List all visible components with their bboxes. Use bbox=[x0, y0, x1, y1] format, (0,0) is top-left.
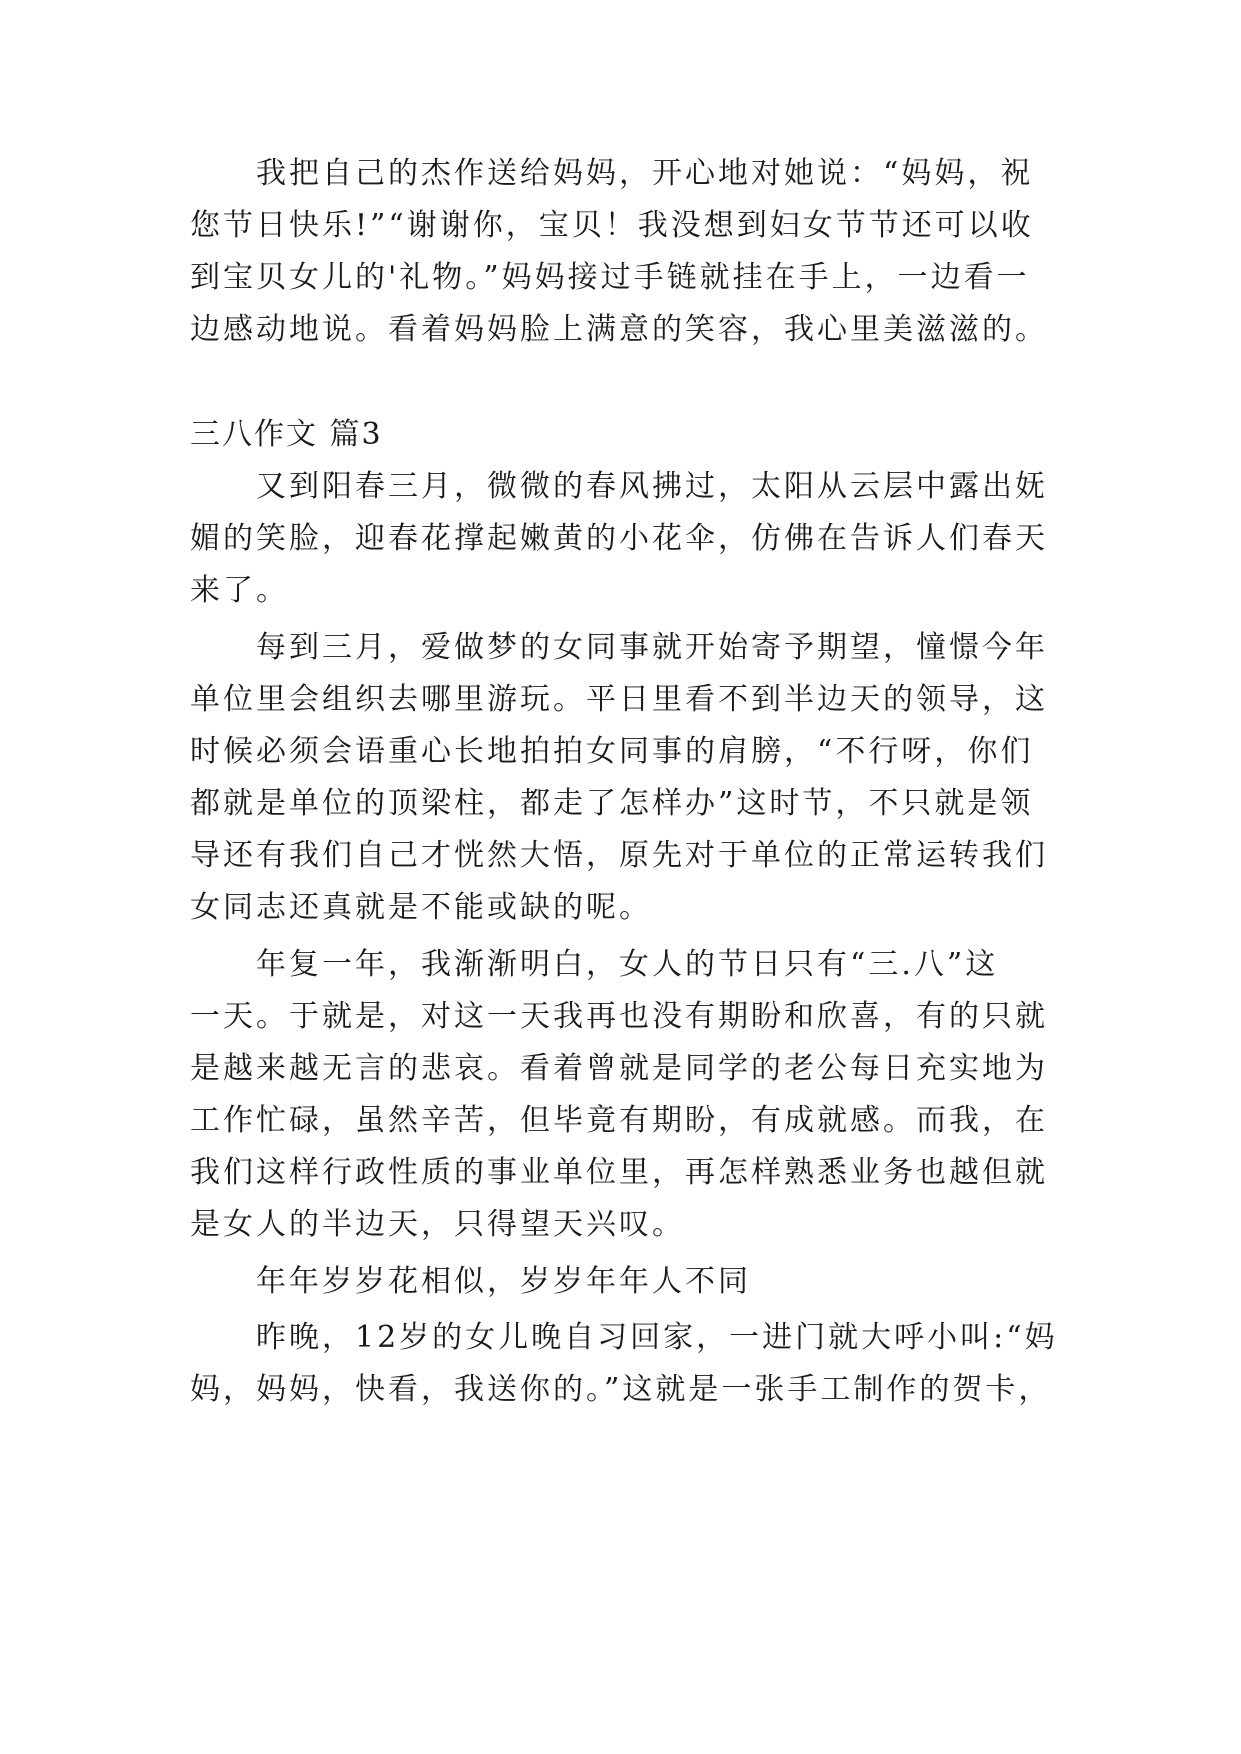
paragraph-line: 妈，妈妈，快看，我送你的。”这就是一张手工制作的贺卡， bbox=[190, 1372, 1052, 1407]
paragraph-line: 又到阳春三月，微微的春风拂过，太阳从云层中露出妩 bbox=[256, 469, 1048, 504]
paragraph-line: 是越来越无言的悲哀。看着曾就是同学的老公每日充实地为 bbox=[190, 1051, 1048, 1086]
paragraph-line: 一天。于就是，对这一天我再也没有期盼和欣喜，有的只就 bbox=[190, 999, 1048, 1034]
paragraph-line: 媚的笑脸，迎春花撑起嫩黄的小花伞，仿佛在告诉人们春天 bbox=[190, 521, 1048, 556]
paragraph-line: 是女人的半边天，只得望天兴叹。 bbox=[190, 1207, 685, 1242]
paragraph-line: 工作忙碌，虽然辛苦，但毕竟有期盼，有成就感。而我，在 bbox=[190, 1103, 1048, 1138]
paragraph-line: 单位里会组织去哪里游玩。平日里看不到半边天的领导，这 bbox=[190, 682, 1048, 717]
paragraph-line: 都就是单位的顶梁柱，都走了怎样办”这时节，不只就是领 bbox=[190, 786, 1034, 821]
paragraph-line: 年复一年，我渐渐明白，女人的节日只有“三.八”这 bbox=[256, 947, 999, 982]
paragraph-line: 女同志还真就是不能或缺的呢。 bbox=[190, 890, 652, 925]
paragraph-line: 每到三月，爱做梦的女同事就开始寄予期望，憧憬今年 bbox=[256, 630, 1048, 665]
paragraph-line: 导还有我们自己才恍然大悟，原先对于单位的正常运转我们 bbox=[190, 838, 1048, 873]
paragraph-line: 我们这样行政性质的事业单位里，再怎样熟悉业务也越但就 bbox=[190, 1155, 1048, 1190]
paragraph-line: 到宝贝女儿的'礼物。”妈妈接过手链就挂在手上，一边看一 bbox=[190, 260, 1030, 295]
paragraph-line: 边感动地说。看着妈妈脸上满意的笑容，我心里美滋滋的。 bbox=[190, 312, 1048, 347]
paragraph-line: 年年岁岁花相似，岁岁年年人不同 bbox=[256, 1264, 751, 1299]
paragraph-line: 您节日快乐!”“谢谢你，宝贝！我没想到妇女节节还可以收 bbox=[190, 208, 1034, 243]
section-heading: 三八作文 篇3 bbox=[190, 417, 383, 452]
paragraph-line: 我把自己的杰作送给妈妈，开心地对她说：“妈妈，祝 bbox=[256, 156, 1034, 191]
paragraph-line: 昨晚，12岁的女儿晚自习回家，一进门就大呼小叫:“妈 bbox=[256, 1320, 1058, 1355]
paragraph-line: 时候必须会语重心长地拍拍女同事的肩膀，“不行呀，你们 bbox=[190, 734, 1034, 769]
paragraph-line: 来了。 bbox=[190, 573, 289, 608]
